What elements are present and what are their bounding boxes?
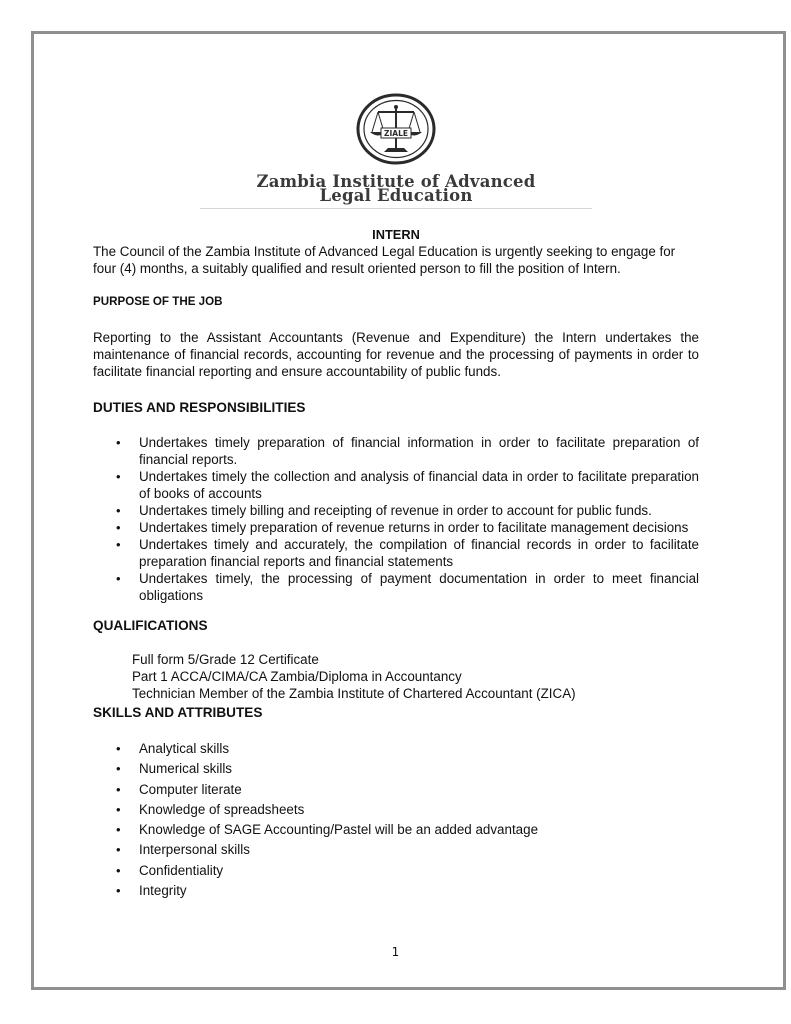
qualifications-list [132, 651, 576, 702]
list-item: Technician Member of the Zambia Institute of Chartered Accountant (ZICA) [132, 686, 576, 701]
intro-paragraph: The Council of the Zambia Institute of Advanced Legal Education is urgently seeking to engage for four (4) months, a suitably qualified and result oriented person to fill the position of Intern. [93, 244, 676, 276]
purpose-paragraph: Reporting to the Assistant Accountants (Revenue and Expenditure) the Intern undertakes the maintenance of financial records, accounting for revenue and the processing of payments in order to facilitate financial reporting and ensure accountability of public funds. [93, 330, 699, 379]
logo-text: ZIALE [384, 129, 408, 138]
qualifications-heading: QUALIFICATIONS [93, 618, 208, 633]
duties-list [93, 434, 699, 604]
list-item: • Undertakes timely and accurately, the compilation of financial records in order to facilitate preparation financial reports and financial statements [93, 536, 699, 570]
list-item: • Interpersonal skills [93, 840, 699, 860]
list-item: Full form 5/Grade 12 Certificate [132, 652, 319, 667]
list-item: • Numerical skills [93, 759, 699, 779]
skills-list [93, 739, 699, 901]
list-item: • Undertakes timely billing and receipting of revenue in order to account for public funds. [93, 502, 699, 519]
list-item: • Knowledge of spreadsheets [93, 800, 699, 820]
purpose-heading: PURPOSE OF THE JOB [93, 295, 223, 308]
scales-of-justice-icon [354, 92, 438, 166]
duties-heading: DUTIES AND RESPONSIBILITIES [93, 400, 306, 415]
header-divider [200, 208, 592, 209]
skills-heading: SKILLS AND ATTRIBUTES [93, 705, 263, 720]
list-item: • Undertakes timely preparation of financial information in order to facilitate preparation of financial reports. [93, 434, 699, 468]
list-item: • Confidentiality [93, 861, 699, 881]
list-item: Part 1 ACCA/CIMA/CA Zambia/Diploma in Accountancy [132, 669, 462, 684]
list-item: • Knowledge of SAGE Accounting/Pastel will be an added advantage [93, 820, 699, 840]
organization-name-line1: Zambia Institute of Advanced [256, 172, 536, 191]
list-item: • Integrity [93, 881, 699, 901]
list-item: • Undertakes timely, the processing of payment documentation in order to meet financial obligations [93, 570, 699, 604]
job-title: INTERN [372, 227, 420, 242]
list-item: • Computer literate [93, 780, 699, 800]
page-number: 1 [391, 945, 400, 959]
list-item: • Undertakes timely preparation of revenue returns in order to facilitate management decisions [93, 519, 699, 536]
organization-name-line2: Legal Education [319, 186, 473, 205]
list-item: • Analytical skills [93, 739, 699, 759]
list-item: • Undertakes timely the collection and analysis of financial data in order to facilitate preparation of books of accounts [93, 468, 699, 502]
